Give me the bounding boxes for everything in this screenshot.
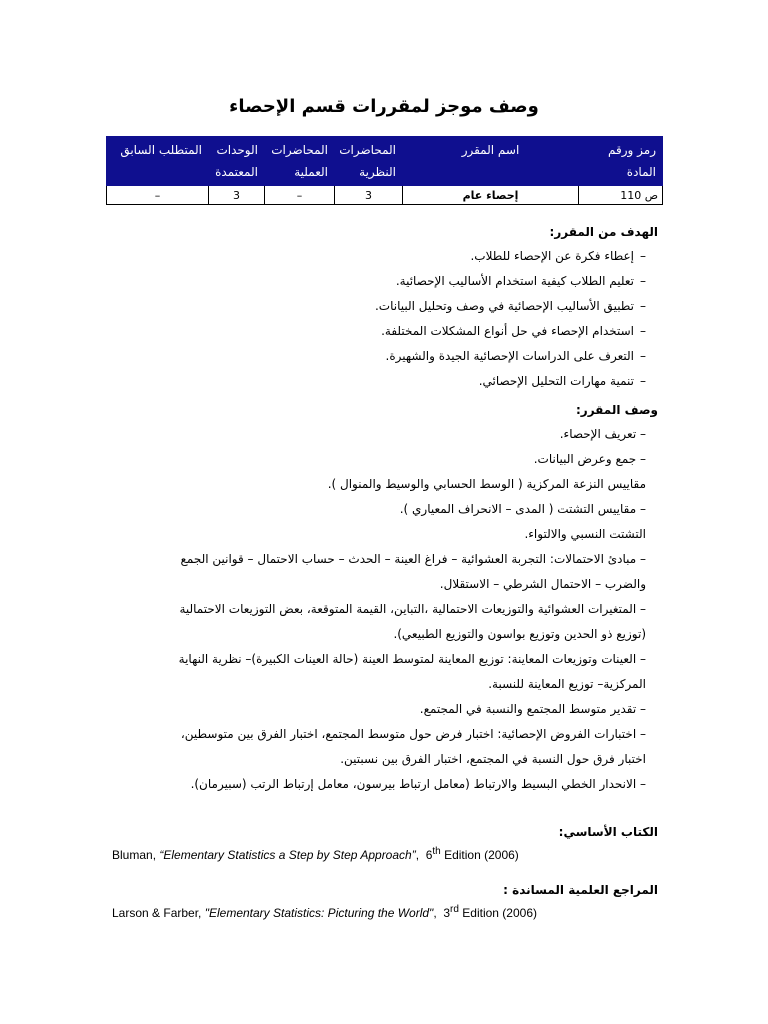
supporting-section (100, 878, 658, 902)
description-line: المركزية– توزيع المعاينة للنسبة. (488, 677, 646, 691)
main-book-edition: Edition (2006) (440, 848, 519, 862)
header-code: رمز ورقم المادة (579, 137, 663, 186)
description-line: (توزيع ذو الحدين وتوزيع بواسون والتوزيع الطبيعي). (393, 627, 646, 641)
header-prereq: المتطلب السابق (107, 137, 209, 186)
supporting-heading: المراجع العلمية المساندة : (503, 883, 658, 897)
main-book-edition-sup: th (432, 846, 441, 857)
dash-marker: – (640, 374, 646, 388)
objective-item (100, 269, 658, 294)
objective-item (100, 244, 658, 269)
description-line: – اختبارات الفروض الإحصائية: اختبار فرض حول متوسط المجتمع، اختبار الفرق بين متوسطين، (180, 727, 646, 741)
supporting-author: Larson & Farber, (112, 906, 205, 920)
table-header-row (107, 137, 663, 186)
objectives-heading: الهدف من المقرر: (549, 225, 658, 239)
description-line: التشتت النسبي والالتواء. (524, 527, 646, 541)
description-section (100, 398, 658, 797)
description-line: مقاييس النزعة المركزية ( الوسط الحسابي والوسيط والمنوال ). (327, 477, 646, 491)
main-book-edition-num: 6 (425, 848, 433, 862)
cell-code: ص 110 (579, 186, 663, 205)
header-theory: المحاضرات النظرية (335, 137, 403, 186)
header-practical: المحاضرات العملية (265, 137, 335, 186)
description-line: اختبار فرق حول النسبة في المجتمع، اختبار الفرق بين نسبتين. (340, 752, 646, 766)
header-name: اسم المقرر (403, 137, 579, 186)
supporting-edition: Edition (2006) (458, 906, 537, 920)
objective-text: تطبيق الأساليب الإحصائية في وصف وتحليل البيانات. (374, 299, 634, 313)
dash-marker: – (640, 299, 646, 313)
dash-marker: – (640, 324, 646, 338)
description-line: – جمع وعرض البيانات. (533, 452, 646, 466)
description-heading: وصف المقرر: (576, 403, 658, 417)
table-row (107, 186, 663, 205)
main-book-title: “Elementary Statistics a Step by Step Approach” (159, 848, 416, 862)
course-table (106, 136, 663, 205)
main-book-heading: الكتاب الأساسي: (558, 825, 658, 839)
description-line: والضرب – الاحتمال الشرطي – الاستقلال. (439, 577, 646, 591)
cell-units: 3 (209, 186, 265, 205)
objectives-section (100, 220, 658, 394)
supporting-edition-num: 3 (443, 906, 451, 920)
objective-item (100, 344, 658, 369)
description-line: – مبادئ الاحتمالات: التجربة العشوائية – فراغ العينة – الحدث – حساب الاحتمال – قوانين الجمع (180, 552, 646, 566)
main-book-section (100, 820, 658, 844)
description-line: – الانحدار الخطي البسيط والارتباط (معامل ارتباط بيرسون، معامل إرتباط الرتب (سبيرمان). (190, 777, 646, 791)
dash-marker: – (640, 274, 646, 288)
cell-theory: 3 (335, 186, 403, 205)
description-line: – تقدير متوسط المجتمع والنسبة في المجتمع. (419, 702, 646, 716)
cell-prereq: – (107, 186, 209, 205)
dash-marker: – (640, 249, 646, 263)
description-line: – المتغيرات العشوائية والتوزيعات الاحتمالية ،التباين، القيمة المتوقعة، بعض التوزيعات الاحتمالية (179, 602, 646, 616)
supporting-edition-sup: rd (450, 904, 459, 915)
description-line: – العينات وتوزيعات المعاينة: توزيع المعاينة لمتوسط العينة (حالة العينات الكبيرة)– نظرية النهاية (178, 652, 646, 666)
objective-item (100, 294, 658, 319)
supporting-reference: Larson & Farber, "Elementary Statistics: Picturing the World", 3rd Edition (2006) (112, 904, 537, 920)
dash-marker: – (640, 349, 646, 363)
objective-text: تنمية مهارات التحليل الإحصائي. (478, 374, 634, 388)
objective-text: التعرف على الدراسات الإحصائية الجيدة والشهيرة. (385, 349, 634, 363)
description-line: – مقاييس التشتت ( المدى – الانحراف المعياري ). (399, 502, 646, 516)
objective-text: إعطاء فكرة عن الإحصاء للطلاب. (470, 249, 634, 263)
objective-text: استخدام الإحصاء في حل أنواع المشكلات المختلفة. (381, 324, 634, 338)
supporting-title: "Elementary Statistics: Picturing the World" (204, 906, 434, 920)
objective-item (100, 319, 658, 344)
cell-practical: – (265, 186, 335, 205)
header-units: الوحدات المعتمدة (209, 137, 265, 186)
page-title: وصف موجز لمقررات قسم الإحصاء (229, 96, 539, 117)
main-book-reference: Bluman, “Elementary Statistics a Step by Step Approach”, 6th Edition (2006) (112, 846, 519, 862)
main-book-author: Bluman, (112, 848, 160, 862)
objective-item (100, 369, 658, 394)
objective-text: تعليم الطلاب كيفية استخدام الأساليب الإحصائية. (395, 274, 634, 288)
cell-name: إحصاء عام (403, 186, 579, 205)
description-line: – تعريف الإحصاء. (559, 427, 646, 441)
